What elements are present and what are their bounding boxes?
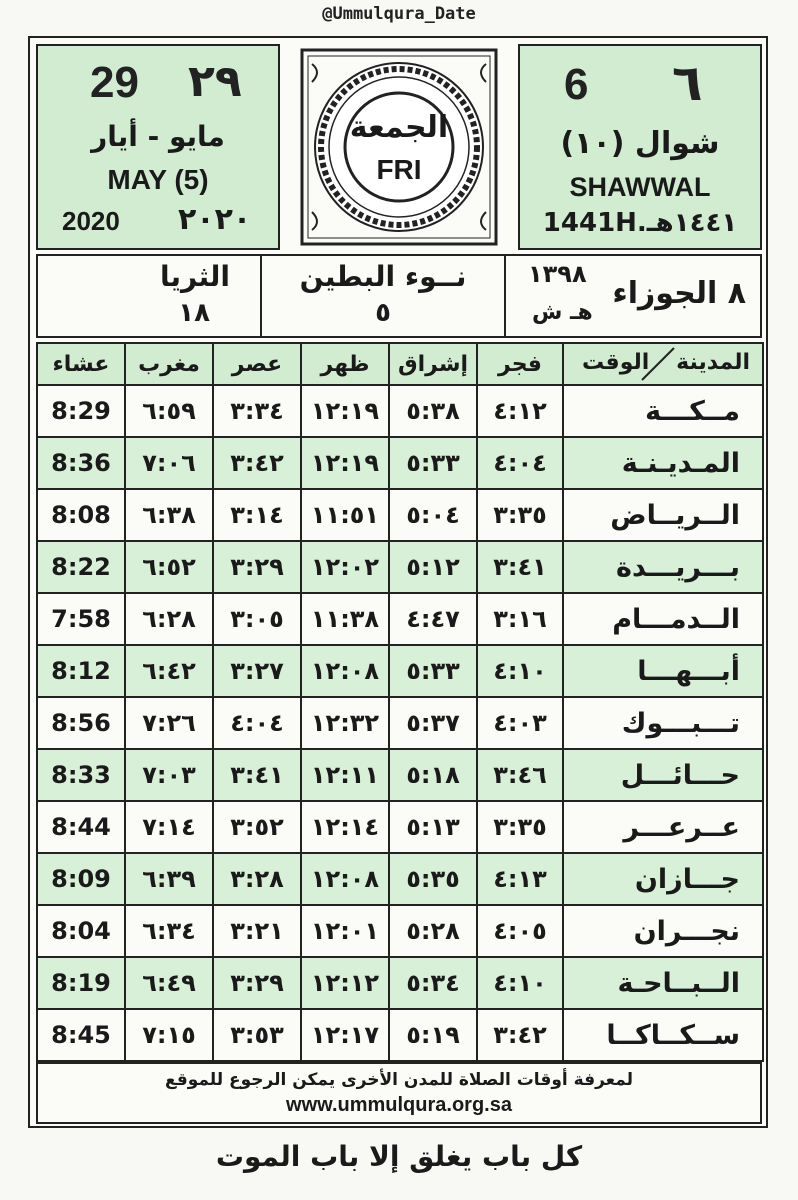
sunrise-time: ٥:٢٨: [389, 905, 477, 957]
asr-time: ٣:٢١: [213, 905, 301, 957]
city-name: حـــائـــل: [563, 749, 763, 801]
table-row: [37, 541, 763, 593]
dhuhr-time: ١٢:٠٢: [301, 541, 389, 593]
star-number: ١٨: [178, 298, 210, 328]
solar-month: ٨ الجوزاء: [612, 276, 746, 311]
sunrise-time: ٥:٣٣: [389, 437, 477, 489]
sunrise-time: ٥:٣٨: [389, 385, 477, 437]
table-row: [37, 593, 763, 645]
solar-unit: هـ ش: [532, 300, 593, 325]
sunrise-time: ٥:١٨: [389, 749, 477, 801]
dhuhr-time: ١٢:١٩: [301, 385, 389, 437]
city-name: جـــازان: [563, 853, 763, 905]
dhuhr-time: ١١:٣٨: [301, 593, 389, 645]
star-name: الثريا: [160, 260, 230, 293]
asr-time: ٣:٤١: [213, 749, 301, 801]
dhuhr-time: ١٢:٠٨: [301, 645, 389, 697]
city-name: الــريــاض: [563, 489, 763, 541]
maghrib-time: ٦:٥٢: [125, 541, 213, 593]
fajr-time: ٣:٣٥: [477, 801, 563, 853]
isha-time: 8:04: [37, 905, 125, 957]
star-cell: [38, 256, 260, 336]
asr-time: ٣:٢٩: [213, 957, 301, 1009]
table-row: [37, 697, 763, 749]
table-row: [37, 853, 763, 905]
header-maghrib: مغرب: [125, 343, 213, 385]
city-name: نجـــران: [563, 905, 763, 957]
city-name: عــرعـــر: [563, 801, 763, 853]
gregorian-day-latin: 29: [90, 58, 139, 107]
hijri-month-arabic: شوال (١٠): [560, 126, 720, 161]
asr-time: ٣:٠٥: [213, 593, 301, 645]
solar-cell: [506, 256, 760, 336]
table-row: [37, 489, 763, 541]
asr-time: ٣:٤٢: [213, 437, 301, 489]
maghrib-time: ٦:٣٩: [125, 853, 213, 905]
maghrib-time: ٧:٢٦: [125, 697, 213, 749]
hijri-date-box: [518, 44, 762, 250]
fajr-time: ٤:١٢: [477, 385, 563, 437]
isha-time: 8:56: [37, 697, 125, 749]
bottom-quote: كل باب يغلق إلا باب الموت: [215, 1140, 583, 1173]
fajr-time: ٣:٤٦: [477, 749, 563, 801]
table-row: [37, 437, 763, 489]
asr-time: ٣:٣٤: [213, 385, 301, 437]
dhuhr-time: ١١:٥١: [301, 489, 389, 541]
sunrise-time: ٥:١٢: [389, 541, 477, 593]
maghrib-time: ٦:٥٩: [125, 385, 213, 437]
gregorian-date-box: [36, 44, 280, 250]
isha-time: 8:36: [37, 437, 125, 489]
sunrise-time: ٥:٠٤: [389, 489, 477, 541]
maghrib-time: ٧:١٥: [125, 1009, 213, 1061]
maghrib-time: ٦:٣٨: [125, 489, 213, 541]
header-fajr: فجر: [477, 343, 563, 385]
city-name: تـــبـــوك: [563, 697, 763, 749]
gregorian-year-latin: 2020: [62, 206, 120, 236]
header-dhuhr: ظهر: [301, 343, 389, 385]
hijri-day-latin: 6: [564, 60, 589, 109]
asr-time: ٣:١٤: [213, 489, 301, 541]
fajr-time: ٤:١٠: [477, 645, 563, 697]
dhuhr-time: ١٢:٠١: [301, 905, 389, 957]
asr-time: ٣:٢٩: [213, 541, 301, 593]
season-cell: [262, 256, 504, 336]
isha-time: 8:09: [37, 853, 125, 905]
hijri-month-latin: SHAWWAL: [569, 172, 711, 202]
isha-time: 8:45: [37, 1009, 125, 1061]
table-header-row: [37, 343, 763, 385]
fajr-time: ٤:٠٣: [477, 697, 563, 749]
table-row: [37, 801, 763, 853]
twitter-handle: @Ummulqura_Date: [322, 4, 476, 24]
header-time: الوقت: [582, 350, 650, 375]
isha-time: 8:22: [37, 541, 125, 593]
prayer-times-table: [36, 342, 764, 1062]
gregorian-day-arabic: ٢٩: [188, 56, 242, 107]
maghrib-time: ٧:١٤: [125, 801, 213, 853]
fajr-time: ٤:١٠: [477, 957, 563, 1009]
gregorian-year-arabic: ٢٠٢٠: [178, 202, 252, 237]
city-name: الــبــاحـة: [563, 957, 763, 1009]
dhuhr-time: ١٢:١٧: [301, 1009, 389, 1061]
dhuhr-time: ١٢:١٩: [301, 437, 389, 489]
maghrib-time: ٦:٢٨: [125, 593, 213, 645]
fajr-time: ٣:٣٥: [477, 489, 563, 541]
hijri-day-arabic: ٦: [672, 54, 703, 112]
city-name: بـــريـــدة: [563, 541, 763, 593]
isha-time: 8:29: [37, 385, 125, 437]
maghrib-time: ٧:٠٦: [125, 437, 213, 489]
fajr-time: ٤:٠٥: [477, 905, 563, 957]
isha-time: 8:33: [37, 749, 125, 801]
info-band: [36, 254, 762, 338]
table-row: [37, 645, 763, 697]
table-row: [37, 385, 763, 437]
fajr-time: ٣:٤٢: [477, 1009, 563, 1061]
table-row: [37, 905, 763, 957]
emblem-day-latin: FRI: [376, 154, 422, 185]
fajr-time: ٤:١٣: [477, 853, 563, 905]
season-number: ٥: [375, 298, 391, 328]
sunrise-time: ٥:١٣: [389, 801, 477, 853]
dhuhr-time: ١٢:١٢: [301, 957, 389, 1009]
dhuhr-time: ١٢:١١: [301, 749, 389, 801]
asr-time: ٤:٠٤: [213, 697, 301, 749]
table-row: [37, 749, 763, 801]
maghrib-time: ٧:٠٣: [125, 749, 213, 801]
sunrise-time: ٥:٣٧: [389, 697, 477, 749]
solar-year: ١٣٩٨: [528, 260, 587, 288]
emblem-day-arabic: الجمعة: [349, 110, 449, 145]
footer-note: لمعرفة أوقات الصلاة للمدن الأخرى يمكن الرجوع للموقع: [164, 1070, 634, 1090]
isha-time: 8:19: [37, 957, 125, 1009]
dhuhr-time: ١٢:١٤: [301, 801, 389, 853]
asr-time: ٣:٥٢: [213, 801, 301, 853]
day-emblem: [292, 44, 506, 250]
gregorian-month-latin: MAY (5): [107, 164, 209, 195]
table-row: [37, 1009, 763, 1061]
calendar-card: [28, 36, 768, 1128]
gregorian-month-arabic: مايو - أيار: [91, 120, 225, 153]
dhuhr-time: ١٢:٠٨: [301, 853, 389, 905]
city-name: الــدمـــام: [563, 593, 763, 645]
maghrib-time: ٦:٤٩: [125, 957, 213, 1009]
asr-time: ٣:٢٧: [213, 645, 301, 697]
asr-time: ٣:٥٣: [213, 1009, 301, 1061]
season-name: نــوء البطين: [299, 260, 467, 293]
isha-time: 8:08: [37, 489, 125, 541]
ornament-frame-icon: [292, 44, 506, 250]
header-city: المدينة: [676, 350, 750, 375]
sunrise-time: ٥:٣٣: [389, 645, 477, 697]
header-sunrise: إشراق: [389, 343, 477, 385]
isha-time: 7:58: [37, 593, 125, 645]
header-city-time: [563, 343, 763, 385]
header-isha: عشاء: [37, 343, 125, 385]
city-name: المـديـنـة: [563, 437, 763, 489]
isha-time: 8:12: [37, 645, 125, 697]
sunrise-time: ٥:١٩: [389, 1009, 477, 1061]
isha-time: 8:44: [37, 801, 125, 853]
maghrib-time: ٦:٣٤: [125, 905, 213, 957]
city-name: مــكـــة: [563, 385, 763, 437]
footer-box: [36, 1062, 762, 1124]
footer-url[interactable]: www.ummulqura.org.sa: [286, 1094, 512, 1116]
maghrib-time: ٦:٤٢: [125, 645, 213, 697]
sunrise-time: ٥:٣٥: [389, 853, 477, 905]
fajr-time: ٣:٤١: [477, 541, 563, 593]
fajr-time: ٣:١٦: [477, 593, 563, 645]
sunrise-time: ٥:٣٤: [389, 957, 477, 1009]
hijri-year: 1441H.١٤٤١هـ: [542, 208, 738, 238]
fajr-time: ٤:٠٤: [477, 437, 563, 489]
sunrise-time: ٤:٤٧: [389, 593, 477, 645]
header-asr: عصر: [213, 343, 301, 385]
table-row: [37, 957, 763, 1009]
city-name: ســكــاكــا: [563, 1009, 763, 1061]
city-name: أبـــهـــا: [563, 645, 763, 697]
dhuhr-time: ١٢:٣٢: [301, 697, 389, 749]
asr-time: ٣:٢٨: [213, 853, 301, 905]
